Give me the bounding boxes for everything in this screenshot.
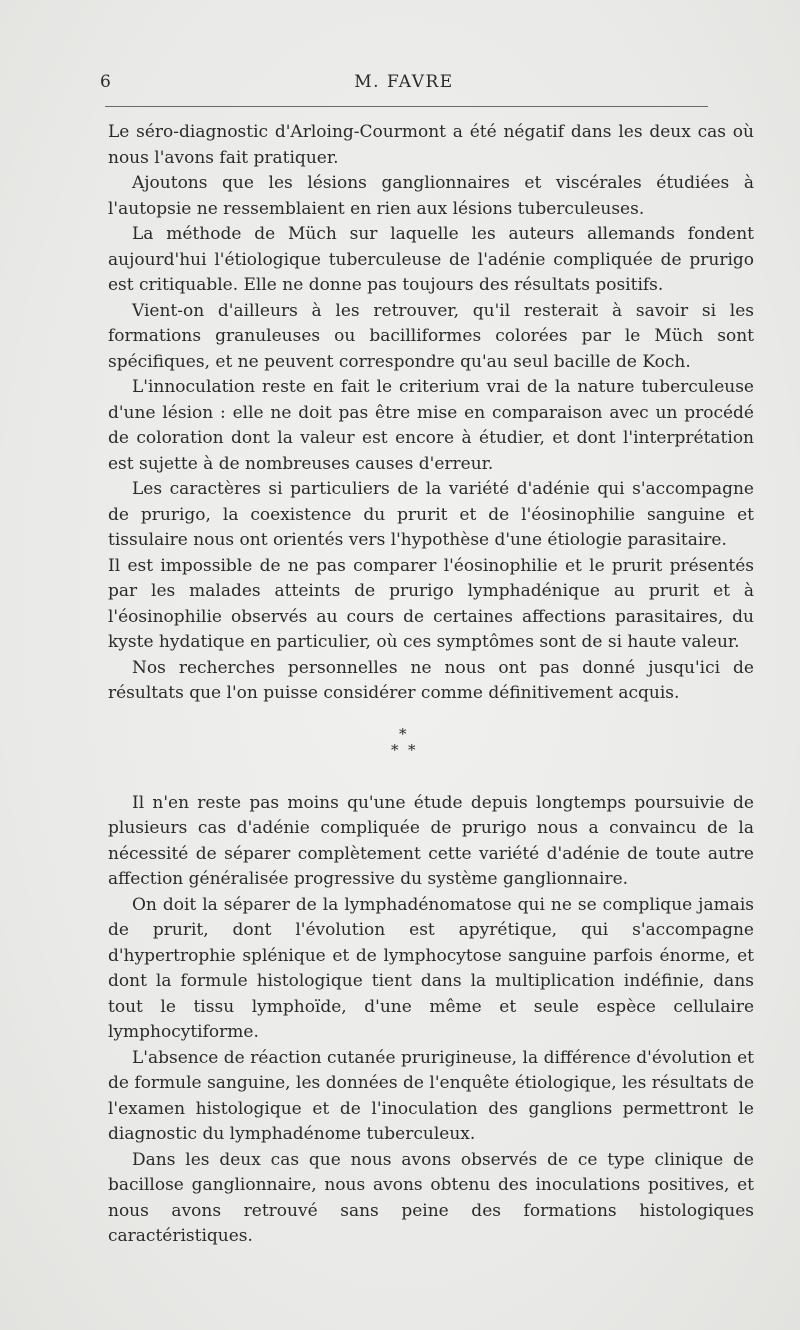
paragraph-7: Il est impossible de ne pas comparer l'éosinophilie et le prurit présentés par les malades atteints de prurigo lymphadénique au prurit et à l'éosinophilie observés au cours de certaines affections parasitaires, du kyste hydatique en particulier, où ces symptômes sont de si haute valeur. <box>108 555 754 652</box>
page-header <box>100 72 708 100</box>
paragraph-8: Nos recherches personnelles ne nous ont pas donné jusqu'ici de résultats que l'on puisse considérer comme définitivement acquis. <box>108 657 754 703</box>
page-number: 6 <box>100 72 112 92</box>
paragraph-10: On doit la séparer de la lymphadénomatose qui ne se complique jamais de prurit, dont l'évolution est apyrétique, qui s'accompagne d'hypertrophie splénique et de lymphocytose sanguine parfois énorme, et dont la formule histologique tient dans la multiplication indéfinie, dans tout le tissu lymphoïde, d'une même et seule espèce cellulaire lymphocytiforme. <box>108 894 754 1042</box>
paragraph-11: L'absence de réaction cutanée prurigineuse, la différence d'évolution et de formule sanguine, les données de l'enquête étiologique, les résultats de l'examen histologique et de l'inoculation des ganglions permettront le diagnostic du lymphadénome tuberculeux. <box>108 1047 754 1144</box>
paragraph-2: Ajoutons que les lésions ganglionnaires et viscérales étudiées à l'autopsie ne ressemblaient en rien aux lésions tuberculeuses. <box>108 173 754 219</box>
paragraph-3: La méthode de Müch sur laquelle les auteurs allemands fondent aujourd'hui l'étiologique tuberculeuse de l'adénie compliquée de prurigo est critiquable. Elle ne donne pas toujours des résultats positifs. <box>108 224 754 295</box>
asterism-star-top: * <box>399 724 407 743</box>
asterism-star-left: * <box>391 740 399 759</box>
running-title: M. FAVRE <box>354 72 454 92</box>
section-asterism <box>108 719 754 791</box>
asterism-star-right: * <box>408 740 416 759</box>
paragraph-12: Dans les deux cas que nous avons observés de ce type clinique de bacillose ganglionnaire, nous avons obtenu des inoculations positives, et nous avons retrouvé sans peine des formations histologiques caractéristiques. <box>108 1149 754 1246</box>
header-rule <box>105 106 708 107</box>
paragraph-6: Les caractères si particuliers de la variété d'adénie qui s'accompagne de prurigo, la coexistence du prurit et de l'éosinophilie sanguine et tissulaire nous ont orientés vers l'hypothèse d'une étiologie parasitaire. <box>108 479 754 550</box>
body-text <box>108 120 754 1250</box>
paragraph-9: Il n'en reste pas moins qu'une étude depuis longtemps poursuivie de plusieurs cas d'adénie compliquée de prurigo nous a convaincu de la nécessité de séparer complètement cette variété d'adénie de toute autre affection généralisée progressive du système ganglionnaire. <box>108 792 754 889</box>
paragraph-1: Le séro-diagnostic d'Arloing-Courmont a été négatif dans les deux cas où nous l'avons fait pratiquer. <box>108 122 754 168</box>
paragraph-4: Vient-on d'ailleurs à les retrouver, qu'il resterait à savoir si les formations granuleuses ou bacilliformes colorées par le Müch sont spécifiques, et ne peuvent correspondre qu'au seul bacille de Koch. <box>108 300 754 372</box>
paragraph-5: L'innoculation reste en fait le criterium vrai de la nature tuberculeuse d'une lésion : elle ne doit pas être mise en comparaison avec un procédé de coloration dont la valeur est encore à étudier, et dont l'interprétation est sujette à de nombreuses causes d'erreur. <box>108 377 754 474</box>
